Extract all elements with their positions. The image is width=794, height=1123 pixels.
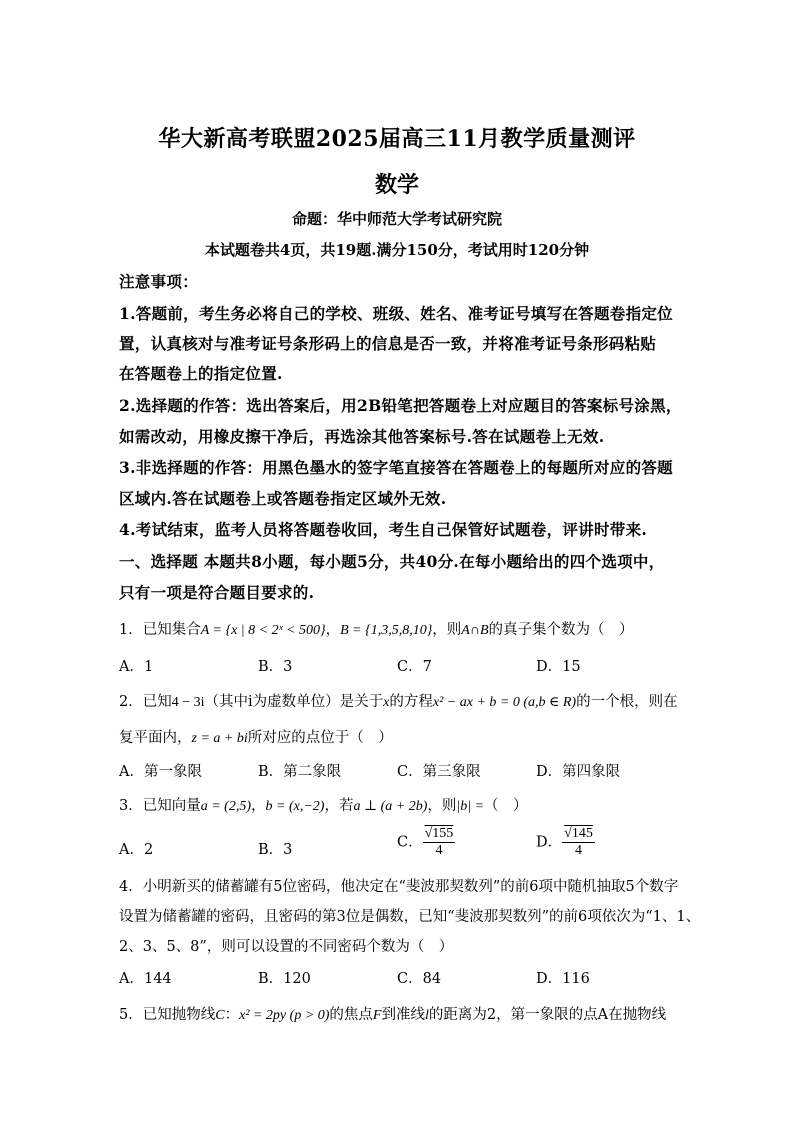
q3-text: ，则 [427,798,457,814]
q2-text: 2．已知 [119,694,172,710]
q5-directrix: l [424,1008,429,1023]
question-2 [119,690,678,711]
notice-line: 3.非选择题的作答：用黑色墨水的签字笔直接答在答题卷上的每题所对应的答题 [119,458,673,477]
notice-line: 4.考试结束，监考人员将答题卷收回，考生自己保管好试题卷，评讲时带来. [119,520,648,539]
q1-set-b: B = {1,3,5,8,10} [340,623,433,638]
q2-number: 4 − 3i [171,695,205,710]
question-4-cont: 2、3、5、8”，则可以设置的不同密码个数为（ ） [119,939,454,955]
q3-option-b: B．3 [258,842,293,858]
question-3 [119,794,528,815]
q5-focus: F [372,1008,382,1023]
page-title: 华大新高考联盟2025届高三11月教学质量测评 [158,126,636,152]
q1-text: 1．已知集合 [119,622,201,638]
subject-title: 数学 [374,172,419,198]
q2-text: 的方程 [389,694,433,710]
q3-text: ，若 [324,798,354,814]
section-heading: 一、选择题 本题共8小题，每小题5分，共40分.在每小题给出的四个选项中， [119,552,665,571]
q3-text: 3．已知向量 [119,798,201,814]
q5-text: 到准线 [381,1007,425,1023]
q4-option-d: D．116 [536,971,590,987]
question-4-cont: 设置为储蓄罐的密码，且密码的第3位是偶数，已知“斐波那契数列”的前6项依次为“1、1、 [119,909,701,925]
q1-option-c: C．7 [397,659,432,675]
question-5 [119,1003,666,1024]
q2-text: 所对应的点位于（ ） [247,730,393,746]
q3-option-c [397,826,455,859]
q2-option-a: A．第一象限 [119,764,202,780]
q1-text: ，则 [432,622,462,638]
q3-text: ， [251,798,266,814]
question-4: 4．小明新买的储蓄罐有5位密码，他决定在“斐波那契数列”的前6项中随机抽取5个数字 [119,879,679,895]
q2-text: 的一个根，则在 [576,694,678,710]
fraction-numerator: √155 [424,826,454,841]
q3-condition: a ⊥ (a + 2b) [353,799,428,814]
q5-curve: C [215,1008,225,1023]
q3-option-d-fraction [562,826,595,859]
q3-option-c-fraction [423,826,456,859]
fraction-numerator: √145 [564,826,593,841]
notice-line: 2.选择题的作答：选出答案后，用2B铅笔把答题卷上对应题目的答案标号涂黑， [119,396,682,415]
question-2-cont [119,726,393,747]
q3-norm: |b| = [456,799,485,814]
q4-option-c: C．84 [397,971,442,987]
q5-equation: x² = 2py (p > 0) [239,1008,330,1023]
notice-line: 1.答题前，考生务必将自己的学校、班级、姓名、准考证号填写在答题卷指定位 [119,304,673,323]
q2-option-d: D．第四象限 [536,764,621,780]
q1-option-a: A．1 [119,659,154,675]
q2-option-b: B．第二象限 [258,764,342,780]
q1-expr: A∩B [461,623,489,638]
q5-text: 5．已知抛物线 [119,1007,216,1023]
q5-text: 的距离为2，第一象限的点A在抛物线 [428,1007,667,1023]
q1-text: ， [325,622,341,638]
question-1 [119,618,634,639]
author-line: 命题：华中师范大学考试研究院 [291,210,502,228]
q3-vector-b: b = (x,−2) [265,799,325,814]
q2-var: x [383,695,390,710]
q2-z: z = a + bi [191,731,248,746]
q3-option-d-label: D． [536,834,563,851]
q1-set-a: A = {x | 8 < 2ˣ < 500} [200,623,326,638]
q1-option-b: B．3 [258,659,293,675]
exam-info: 本试题卷共4页，共19题.满分150分，考试用时120分钟 [204,241,590,259]
q3-vector-a: a = (2,5) [200,799,252,814]
notice-line: 置，认真核对与准考证号条形码上的信息是否一致，并将准考证号条形码粘贴 [119,334,657,353]
q2-text: （其中i为虚数单位）是关于 [204,694,384,710]
notice-line: 区域内.答在试题卷上或答题卷指定区域外无效. [119,489,447,508]
fraction-denominator: 4 [574,843,582,858]
q3-option-c-label: C． [397,834,423,851]
section-heading-cont: 只有一项是符合题目要求的. [119,583,315,602]
notice-line: 在答题卷上的指定位置. [119,364,283,383]
q2-text: 复平面内， [119,730,192,746]
q1-option-d: D．15 [536,659,581,675]
q4-option-a: A．144 [119,971,172,987]
q3-option-d [536,826,595,859]
q5-text: ： [224,1007,240,1023]
q3-option-a: A．2 [119,842,154,858]
notice-line: 如需改动，用橡皮擦干净后，再选涂其他答案标号.答在试题卷上无效. [119,427,605,446]
notice-heading: 注意事项： [119,272,199,291]
q5-text: 的焦点 [329,1007,373,1023]
q2-equation: x² − ax + b = 0 (a,b ∈ R) [432,695,577,710]
q4-option-b: B．120 [258,971,311,987]
fraction-denominator: 4 [435,843,443,858]
q3-text: （ ） [484,798,528,814]
q1-text: 的真子集个数为（ ） [488,622,634,638]
q2-option-c: C．第三象限 [397,764,481,780]
